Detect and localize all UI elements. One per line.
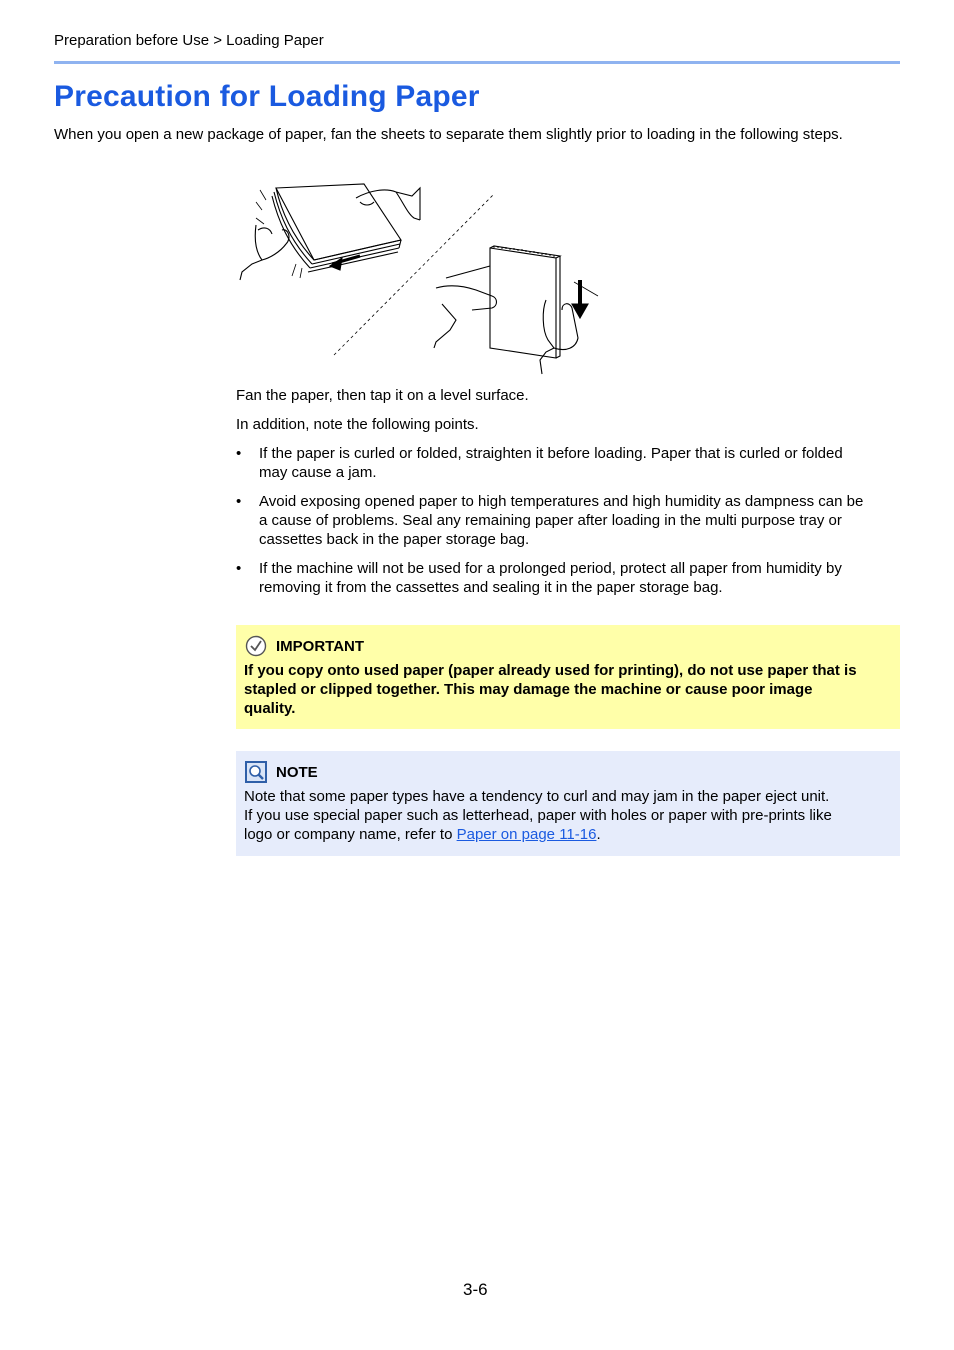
breadcrumb: Preparation before Use > Loading Paper	[54, 32, 324, 49]
checkmark-circle-icon	[244, 635, 268, 657]
note-line: Note that some paper types have a tendency to curl and may jam in the paper eject unit.	[244, 788, 830, 805]
important-header	[244, 635, 892, 657]
page-number: 3-6	[463, 1280, 488, 1299]
note-line	[244, 825, 892, 844]
important-text	[244, 661, 892, 718]
list-item	[236, 559, 900, 597]
bullet-line: may cause a jam.	[259, 464, 377, 481]
bullet-line: If the paper is curled or folded, straighten it before loading. Paper that is curled or folded	[259, 445, 843, 462]
bullet-marker: •	[236, 560, 242, 577]
note-line: If you use special paper such as letterhead, paper with holes or paper with pre-prints like	[244, 807, 832, 824]
note-line-suffix: .	[596, 826, 601, 843]
note-line-prefix: logo or company name, refer to	[244, 826, 457, 843]
important-line: stapled or clipped together. This may damage the machine or cause poor image	[244, 681, 813, 698]
tapping-paper-stack-icon	[434, 246, 598, 374]
note-callout	[236, 751, 900, 856]
bullet-line: removing it from the cassettes and sealing it in the paper storage bag.	[259, 579, 723, 596]
fanning-paper-hands-icon	[240, 184, 420, 280]
note-header	[244, 761, 892, 783]
header-rule	[54, 61, 900, 64]
important-label: IMPORTANT	[276, 637, 365, 655]
illustration-caption: Fan the paper, then tap it on a level surface.	[236, 387, 529, 404]
important-line: quality.	[244, 700, 296, 717]
bullet-marker: •	[236, 493, 242, 510]
important-line: If you copy onto used paper (paper already used for printing), do not use paper that is	[244, 662, 857, 679]
bullet-marker: •	[236, 445, 242, 462]
bullet-line: a cause of problems. Seal any remaining paper after loading in the multi purpose tray or	[259, 512, 842, 529]
intro-paragraph: When you open a new package of paper, fan the sheets to separate them slightly prior to loading in the following steps.	[54, 126, 843, 143]
paper-handling-illustration	[236, 180, 606, 375]
page-title: Precaution for Loading Paper	[54, 80, 480, 113]
note-text	[244, 787, 892, 844]
list-item	[236, 444, 900, 482]
bullet-line: Avoid exposing opened paper to high temperatures and high humidity as dampness can be	[259, 493, 864, 510]
paper-page-link[interactable]: Paper on page 11-16	[456, 826, 597, 843]
important-callout	[236, 625, 900, 729]
bullet-line: cassettes back in the paper storage bag.	[259, 531, 530, 548]
note-label: NOTE	[276, 763, 318, 781]
list-item	[236, 492, 900, 549]
note-magnifier-icon	[244, 761, 268, 783]
lead-text: In addition, note the following points.	[236, 416, 479, 433]
bullet-line: If the machine will not be used for a prolonged period, protect all paper from humidity by	[259, 560, 842, 577]
